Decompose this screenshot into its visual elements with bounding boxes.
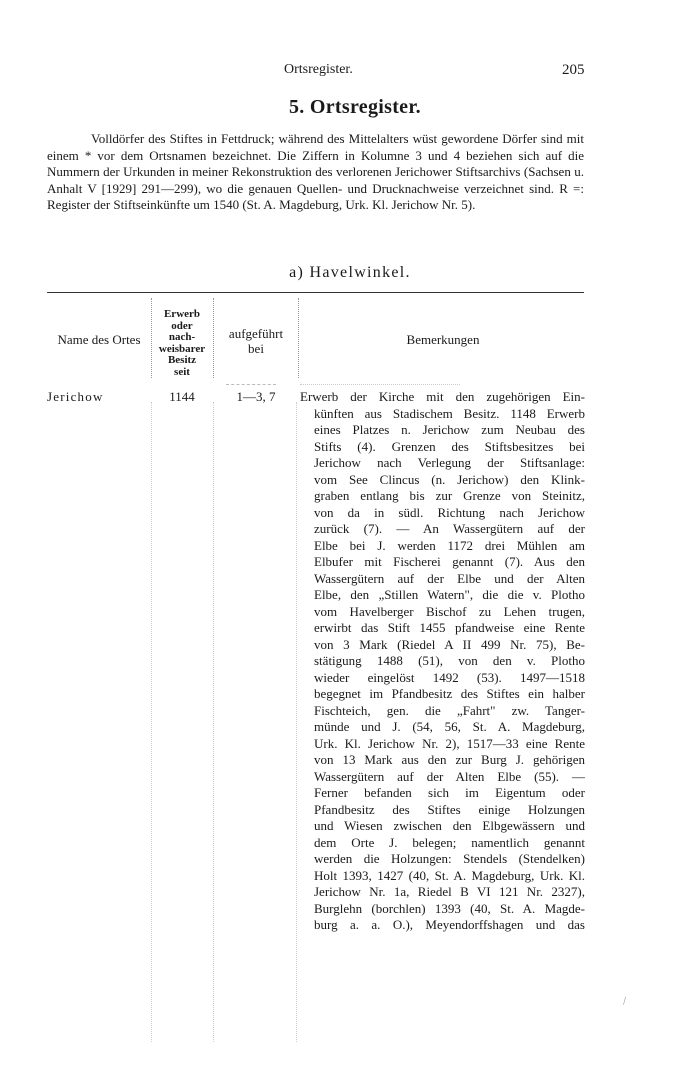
remarks-line: Wassergütern auf der Elbe und der Alten (314, 570, 585, 586)
document-references: 1—3, 7 (236, 389, 276, 404)
header-column-divider (298, 298, 299, 378)
column-header-erwerb-line: Besitz (167, 354, 197, 366)
column-header-aufgefuehrt-line: bei (248, 341, 264, 356)
place-name: Jerichow (47, 389, 104, 404)
column-header-erwerb-line: seit (174, 365, 190, 378)
remarks-line: münde und J. (54, 56, St. A. Magdeburg, (314, 719, 585, 734)
remarks-line: Holt 1393, 1427 (40, St. A. Magdeburg, Urk. Kl. (314, 867, 585, 883)
remarks-line: wieder eingelöst 1492 (53). 1497—1518 (314, 669, 585, 685)
column-header-name: Name des Ortes (57, 332, 141, 347)
remarks-line: begegnet im Pfandbesitz des Stiftes ein halber (314, 686, 585, 701)
column-header-aufgefuehrt (214, 326, 298, 356)
remarks-line: künften aus Stadischem Besitz. 1148 Erwerb (314, 405, 585, 421)
remarks-line: Stifts (4). Grenzen des Stiftsbesitzes bei (314, 438, 585, 454)
remarks-line: Ferner befanden sich im Eigentum oder (314, 785, 585, 800)
remarks-text (300, 389, 585, 934)
remarks-line: zurück (7). — An Wassergütern auf der (314, 521, 585, 536)
intro-text: Volldörfer des Stiftes in Fettdruck; während des Mittelalters wüst gewordene Dörfer sind mit einem * vor dem Ortsnamen bezeichnet. Die Ziffern in Kolumne 3 und 4 beziehen sich auf die Nummern der Urkunden in meiner Rekonstruktion des verlorenen Jerichower Stiftsarchivs (Sachsen u. Anhalt V [1929] 291—299), wo die genauen Quellen- und Drucknachweise verzeichnet sind. R =: Register der Stiftseinkünfte um 1540 (St. A. Magdeburg, Urk. Kl. Jerichow Nr. 5). (47, 131, 584, 212)
remarks-line: burg a. a. O.), Meyendorffshagen und das (314, 917, 585, 932)
running-head (0, 62, 700, 82)
remarks-line: erwirbt das Stift 1455 pfandweise eine Rente (314, 620, 585, 635)
column-header-erwerb-line: Erwerb (163, 308, 201, 320)
remarks-line: von 3 Mark (Riedel A II 499 Nr. 75), Be- (314, 636, 585, 652)
remarks-line: Urk. Kl. Jerichow Nr. 2), 1517—33 eine Rente (314, 735, 585, 751)
remarks-line: von da in südl. Richtung nach Jerichow (314, 504, 585, 520)
remarks-line: Erwerb der Kirche mit den zugehörigen Ein- (300, 389, 585, 404)
remarks-line: dem Orte J. belegen; namentlich genannt (314, 834, 585, 850)
column-header-erwerb-line: weisbarer (158, 342, 206, 355)
acquisition-year: 1144 (169, 389, 195, 404)
header-underline-dash (300, 384, 460, 385)
remarks-line: eines Platzes n. Jerichow zum Neubau des (314, 422, 585, 437)
remarks-line: vom Havelberger Bischof zu Lehen trugen, (314, 603, 585, 619)
remarks-line: Wassergütern auf der Alten Elbe (55). — (314, 768, 585, 784)
column-header-erwerb-line: nach- (168, 331, 196, 343)
section-title: 5. Ortsregister. (289, 96, 421, 118)
page-number: 205 (562, 62, 585, 78)
remarks-line: werden die Holzungen: Stendels (Stendelken) (314, 851, 585, 866)
remarks-line: Elbufer mit Fischerei genannt (7). Aus den (314, 554, 585, 569)
remarks-line: Jerichow Nr. 1a, Riedel B VI 121 Nr. 2327), (314, 884, 585, 899)
remarks-line: Elbe bei J. werden 1172 drei Mühlen am (314, 537, 585, 553)
column-header-erwerb-line: oder (171, 319, 193, 332)
subsection-title: a) Havelwinkel. (289, 264, 411, 281)
body-column-divider (151, 402, 152, 1042)
column-header-aufgefuehrt-line: aufgeführt (228, 326, 284, 341)
remarks-line: graben entlang bis zur Grenze von Steinitz, (314, 488, 585, 503)
header-underline-dash (226, 384, 276, 385)
running-title: Ortsregister. (284, 62, 353, 77)
remarks-line: Fischteich, gen. die „Fahrt" zw. Tanger- (314, 702, 585, 718)
remarks-line: Jerichow nach Verlegung der Stiftsanlage: (314, 455, 585, 470)
body-column-divider (213, 402, 214, 1042)
remarks-line: vom See Clincus (n. Jerichow) den Klink- (314, 471, 585, 487)
body-column-divider (296, 402, 297, 1042)
intro-paragraph (47, 131, 584, 214)
remarks-line: von 13 Mark aus den zur Burg J. gehörigen (314, 752, 585, 767)
margin-mark: ⁄ (622, 996, 628, 1007)
remarks-line: Elbe, den „Stillen Watern", die die v. Plotho (314, 587, 585, 602)
remarks-line: Pfandbesitz des Stiftes einige Holzungen (314, 801, 585, 817)
remarks-line: stätigung 1488 (51), von den v. Plotho (314, 653, 585, 668)
table-top-rule (47, 292, 584, 293)
column-header-bemerkungen: Bemerkungen (406, 332, 480, 347)
remarks-line: und Wiesen zwischen den Elbgewässern und (314, 818, 585, 833)
column-header-erwerb (152, 309, 212, 378)
remarks-line: Burglehn (borchlen) 1393 (40, St. A. Magde- (314, 900, 585, 916)
